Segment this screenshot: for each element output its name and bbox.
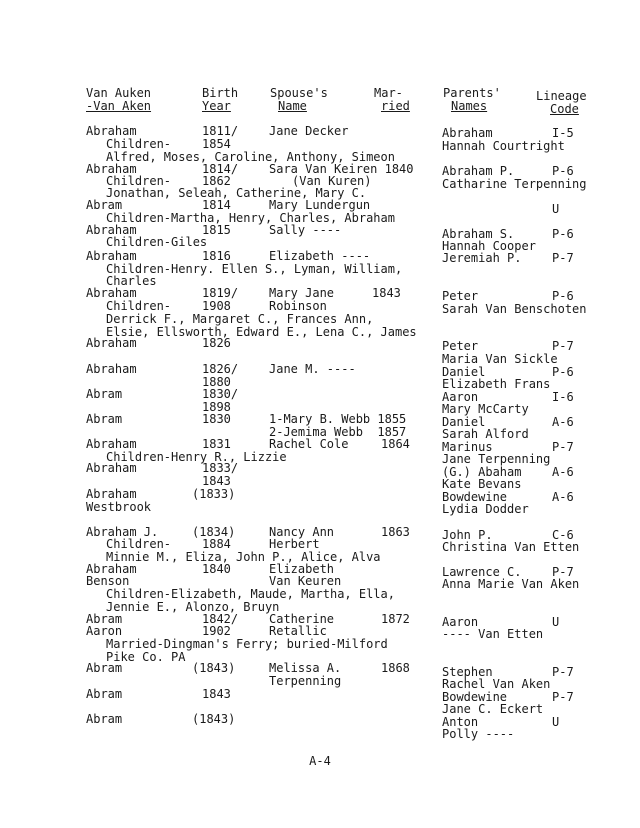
entry-text: Sarah Alford	[442, 427, 529, 441]
entry-text: Stephen	[442, 665, 493, 679]
entry-text: (1843)	[192, 712, 236, 726]
column-header: Lineage	[536, 89, 587, 103]
entry-text: 1811/	[202, 124, 239, 138]
entry-text: Catherine	[269, 612, 335, 626]
entry-text: U	[552, 615, 560, 629]
entry-text: Marinus	[442, 440, 493, 454]
entry-text: Mary McCarty	[442, 402, 529, 416]
entry-text: 1830	[202, 412, 231, 426]
entry-text: Abraham	[86, 562, 137, 576]
entry-text: Elizabeth	[269, 562, 335, 576]
entry-text: 1843	[202, 474, 231, 488]
entry-text: 1868	[381, 661, 410, 675]
column-header: Mar-	[374, 86, 403, 100]
entry-text: Abram	[86, 661, 123, 675]
entry-text: P-7	[552, 665, 574, 679]
entry-text: 1842/	[202, 612, 239, 626]
entry-text: Jane Decker	[269, 124, 349, 138]
entry-text: 1819/	[202, 286, 239, 300]
entry-text: Rachel Cole	[269, 437, 349, 451]
entry-text: Pike Co. PA	[106, 650, 186, 664]
entry-text: C-6	[552, 528, 574, 542]
column-header: Van Auken	[86, 86, 152, 100]
entry-text: Rachel Van Aken	[442, 677, 551, 691]
entry-text: Abraham	[86, 362, 137, 376]
entry-text: Children-Elizabeth, Maude, Martha, Ella,	[106, 587, 395, 601]
column-header: ried	[381, 99, 410, 113]
entry-text: Polly ----	[442, 727, 515, 741]
entry-text: 1854	[202, 137, 231, 151]
entry-text: Jennie E., Alonzo, Bruyn	[106, 600, 280, 614]
entry-text: A-6	[552, 490, 574, 504]
entry-text: I-6	[552, 390, 574, 404]
entry-text: (Van Kuren)	[292, 174, 372, 188]
entry-text: Abraham S.	[442, 227, 515, 241]
entry-text: P-7	[552, 565, 574, 579]
entry-text: 1815	[202, 223, 231, 237]
column-header: -Van Aken	[86, 99, 152, 113]
entry-text: Anton	[442, 715, 479, 729]
entry-text: Abraham	[86, 223, 137, 237]
entry-text: Children-Henry. Ellen S., Lyman, William,	[106, 262, 403, 276]
entry-text: (1833)	[192, 487, 236, 501]
entry-text: 1908	[202, 299, 231, 313]
entry-text: Westbrook	[86, 500, 152, 514]
entry-text: Abram	[86, 387, 123, 401]
entry-text: Children-Giles	[106, 235, 208, 249]
entry-text: Children-	[106, 174, 172, 188]
entry-text: Abraham	[86, 487, 137, 501]
entry-text: Charles	[106, 274, 157, 288]
entry-text: I-5	[552, 126, 574, 140]
entry-text: P-6	[552, 289, 574, 303]
column-header: Spouse's	[270, 86, 328, 100]
entry-text: Kate Bevans	[442, 477, 522, 491]
entry-text: 1830/	[202, 387, 239, 401]
entry-text: Abram	[86, 712, 123, 726]
entry-text: A-6	[552, 415, 574, 429]
entry-text: Abraham	[86, 461, 137, 475]
entry-text: ---- Van Etten	[442, 627, 544, 641]
entry-text: Benson	[86, 574, 130, 588]
entry-text: 1864	[381, 437, 410, 451]
entry-text: 1826	[202, 336, 231, 350]
entry-text: Children-	[106, 137, 172, 151]
entry-text: 1843	[202, 687, 231, 701]
entry-text: Bowdewine	[442, 690, 508, 704]
column-header: Birth	[202, 86, 239, 100]
entry-text: 1862	[202, 174, 231, 188]
entry-text: Bowdewine	[442, 490, 508, 504]
entry-text: Sara Van Keiren 1840	[269, 162, 414, 176]
entry-text: Abram	[86, 412, 123, 426]
entry-text: P-6	[552, 365, 574, 379]
entry-text: Daniel	[442, 415, 486, 429]
entry-text: Robinson	[269, 299, 327, 313]
entry-text: 1814	[202, 198, 231, 212]
entry-text: Aaron	[442, 615, 479, 629]
entry-text: 1831	[202, 437, 231, 451]
entry-text: P-7	[552, 690, 574, 704]
entry-text: 1843	[372, 286, 401, 300]
entry-text: Abraham	[86, 336, 137, 350]
entry-text: Hannah Courtright	[442, 139, 565, 153]
entry-text: Aaron	[442, 390, 479, 404]
column-header: Year	[202, 99, 231, 113]
column-header: Name	[278, 99, 307, 113]
entry-text: Abram	[86, 612, 123, 626]
column-header: Parents'	[443, 86, 501, 100]
entry-text: Anna Marie Van Aken	[442, 577, 580, 591]
entry-text: Derrick F., Margaret C., Frances Ann,	[106, 312, 374, 326]
entry-text: Mary Jane	[269, 286, 335, 300]
entry-text: 1880	[202, 375, 231, 389]
entry-text: Jane Terpenning	[442, 452, 551, 466]
entry-text: (G.) Abaham	[442, 465, 522, 479]
entry-text: Abram	[86, 198, 123, 212]
entry-text: (1843)	[192, 661, 236, 675]
page-number: A-4	[309, 754, 331, 768]
entry-text: 1902	[202, 624, 231, 638]
entry-text: 1816	[202, 249, 231, 263]
entry-text: Jane M. ----	[269, 362, 356, 376]
entry-text: Peter	[442, 289, 479, 303]
entry-text: Abraham	[86, 286, 137, 300]
entry-text: 1840	[202, 562, 231, 576]
entry-text: Terpenning	[269, 674, 342, 688]
entry-text: Children-Martha, Henry, Charles, Abraham	[106, 211, 395, 225]
column-header: Code	[550, 102, 579, 116]
entry-text: Abram	[86, 687, 123, 701]
entry-text: Van Keuren	[269, 574, 342, 588]
entry-text: 1826/	[202, 362, 239, 376]
entry-text: 1898	[202, 400, 231, 414]
entry-text: A-6	[552, 465, 574, 479]
entry-text: Retallic	[269, 624, 327, 638]
entry-text: Jeremiah P.	[442, 251, 522, 265]
entry-text: Children-	[106, 299, 172, 313]
entry-text: Married-Dingman's Ferry; buried-Milford	[106, 637, 388, 651]
entry-text: Melissa A.	[269, 661, 342, 675]
entry-text: Lawrence C.	[442, 565, 522, 579]
entry-text: Nancy Ann	[269, 525, 335, 539]
entry-text: Abraham P.	[442, 164, 515, 178]
entry-text: Jane C. Eckert	[442, 702, 544, 716]
entry-text: 1884	[202, 537, 231, 551]
entry-text: Sarah Van Benschoten	[442, 302, 587, 316]
entry-text: P-7	[552, 339, 574, 353]
entry-text: Elsie, Ellsworth, Edward E., Lena C., James	[106, 325, 417, 339]
entry-text: 1863	[381, 525, 410, 539]
entry-text: Peter	[442, 339, 479, 353]
entry-text: Abraham	[86, 124, 137, 138]
entry-text: Alfred, Moses, Caroline, Anthony, Simeon	[106, 150, 395, 164]
entry-text: Children-Henry R., Lizzie	[106, 450, 287, 464]
entry-text: Children-	[106, 537, 172, 551]
entry-text: 1814/	[202, 162, 239, 176]
column-header: Names	[451, 99, 488, 113]
entry-text: P-7	[552, 440, 574, 454]
entry-text: P-7	[552, 251, 574, 265]
entry-text: Catharine Terpenning	[442, 177, 587, 191]
entry-text: Mary Lundergun	[269, 198, 371, 212]
entry-text: 1833/	[202, 461, 239, 475]
entry-text: Abraham J.	[86, 525, 159, 539]
entry-text: Minnie M., Eliza, John P., Alice, Alva	[106, 550, 381, 564]
entry-text: 2-Jemima Webb 1857	[269, 425, 407, 439]
entry-text: Abraham	[442, 126, 493, 140]
entry-text: U	[552, 202, 560, 216]
entry-text: Abraham	[86, 162, 137, 176]
entry-text: John P.	[442, 528, 493, 542]
entry-text: Sally ----	[269, 223, 342, 237]
entry-text: P-6	[552, 164, 574, 178]
entry-text: Aaron	[86, 624, 123, 638]
entry-text: U	[552, 715, 560, 729]
entry-text: Jonathan, Seleah, Catherine, Mary C.	[106, 186, 367, 200]
entry-text: Abraham	[86, 249, 137, 263]
entry-text: Herbert	[269, 537, 320, 551]
entry-text: Elizabeth ----	[269, 249, 371, 263]
entry-text: Maria Van Sickle	[442, 352, 558, 366]
entry-text: P-6	[552, 227, 574, 241]
entry-text: 1-Mary B. Webb 1855	[269, 412, 407, 426]
entry-text: Daniel	[442, 365, 486, 379]
entry-text: Abraham	[86, 437, 137, 451]
entry-text: Hannah Cooper	[442, 239, 536, 253]
entry-text: Elizabeth Frans	[442, 377, 551, 391]
entry-text: 1872	[381, 612, 410, 626]
entry-text: Lydia Dodder	[442, 502, 529, 516]
entry-text: (1834)	[192, 525, 236, 539]
entry-text: Christina Van Etten	[442, 540, 580, 554]
